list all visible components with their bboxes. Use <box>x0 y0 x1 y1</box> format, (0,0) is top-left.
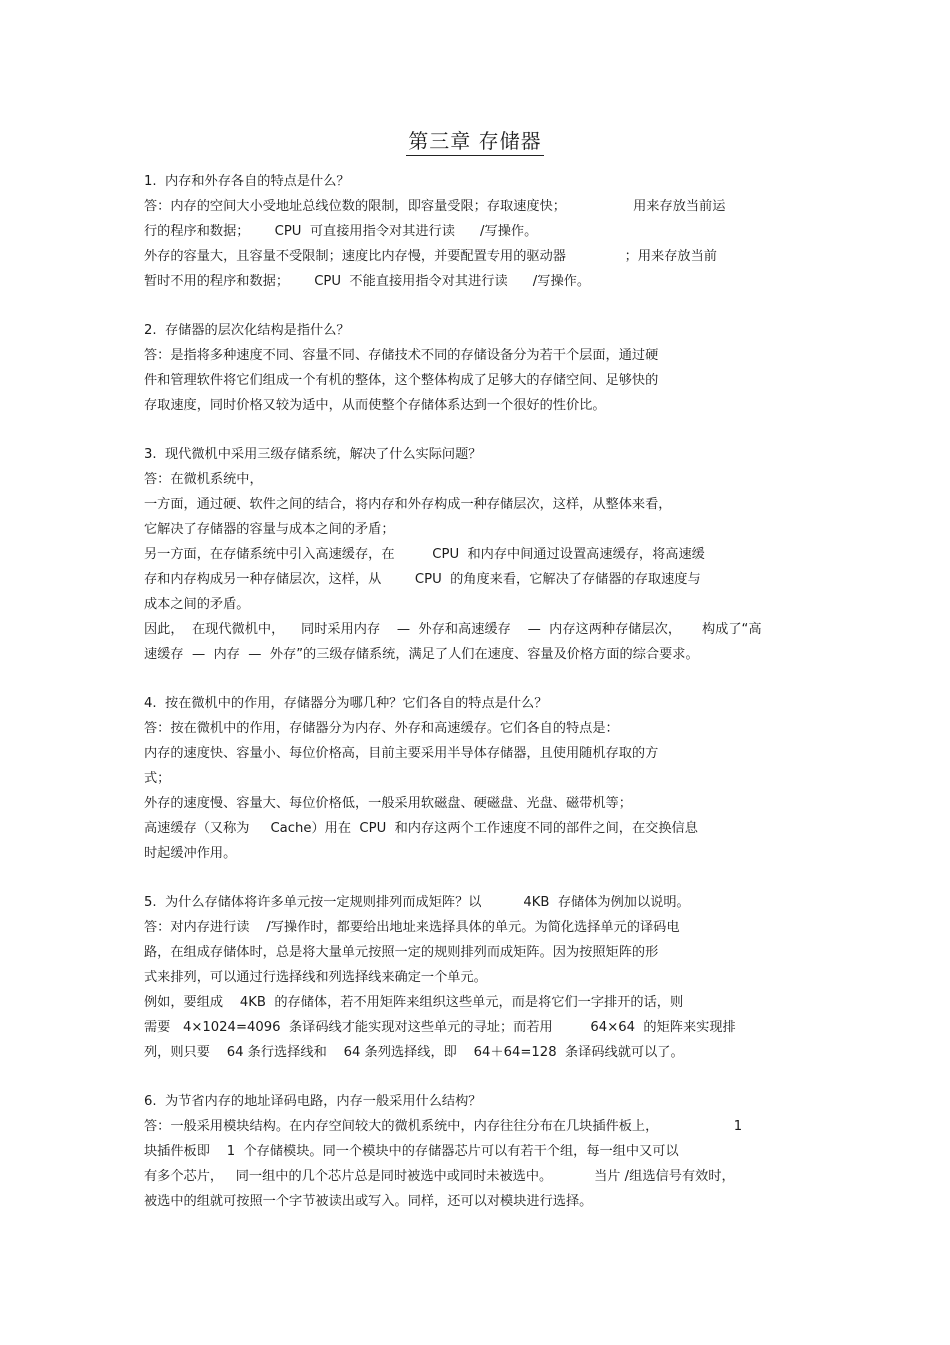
qa-section <box>144 169 809 294</box>
answer-line: 答：对内存进行读 /写操作时，都要给出地址来选择具体的单元。为简化选择单元的译码电 <box>144 920 680 935</box>
answer-line: 行的程序和数据； CPU 可直接用指令对其进行读 /写操作。 <box>144 224 538 239</box>
answer-line: 块插件板即 1 个存储模块。同一个模块中的存储器芯片可以有若干个组，每一组中又可以 <box>144 1144 679 1159</box>
answer-line: 列，则只要 64 条行选择线和 64 条列选择线，即 64＋64=128 条译码线就可以了。 <box>144 1045 684 1060</box>
section-gap <box>144 667 809 691</box>
answer-line: 答：按在微机中的作用，存储器分为内存、外存和高速缓存。它们各自的特点是： <box>144 721 619 736</box>
qa-section <box>144 890 809 1065</box>
qa-section <box>144 691 809 866</box>
section-gap <box>144 866 809 890</box>
answer-line: 有多个芯片， 同一组中的几个芯片总是同时被选中或同时未被选中。 当片 /组选信号有效时， <box>144 1169 735 1184</box>
answer-line: 外存的容量大，且容量不受限制；速度比内存慢，并要配置专用的驱动器 ；用来存放当前 <box>144 249 717 264</box>
answer-line: 式； <box>144 771 171 786</box>
answer-line: 答：是指将多种速度不同、容量不同、存储技术不同的存储设备分为若干个层面，通过硬 <box>144 348 659 363</box>
qa-section <box>144 318 809 418</box>
chapter-title-text: 第三章 存储器 <box>406 128 543 156</box>
question-line: 5. 为什么存储体将许多单元按一定规则排列而成矩阵？以 4KB 存储体为例加以说明。 <box>144 895 690 910</box>
answer-line: 速缓存 — 内存 — 外存”的三级存储系统，满足了人们在速度、容量及价格方面的综合要求。 <box>144 647 699 662</box>
question-line: 1. 内存和外存各自的特点是什么？ <box>144 174 350 189</box>
answer-line: 例如，要组成 4KB 的存储体，若不用矩阵来组织这些单元，而是将它们一字排开的话，则 <box>144 995 684 1010</box>
qa-section <box>144 1089 809 1214</box>
answer-line: 内存的速度快、容量小、每位价格高，目前主要采用半导体存储器，且使用随机存取的方 <box>144 746 659 761</box>
answer-line: 路，在组成存储体时，总是将大量单元按照一定的规则排列而成矩阵。因为按照矩阵的形 <box>144 945 659 960</box>
answer-line: 存取速度，同时价格又较为适中，从而使整个存储体系达到一个很好的性价比。 <box>144 398 606 413</box>
answer-line: 存和内存构成另一种存储层次，这样，从 CPU 的角度来看，它解决了存储器的存取速度与 <box>144 572 701 587</box>
question-line: 3. 现代微机中采用三级存储系统，解决了什么实际问题？ <box>144 447 482 462</box>
section-gap <box>144 294 809 318</box>
qa-section <box>144 442 809 667</box>
document-body <box>144 169 809 1214</box>
answer-line: 答：内存的空间大小受地址总线位数的限制，即容量受限；存取速度快； 用来存放当前运 <box>144 199 726 214</box>
answer-line: 被选中的组就可按照一个字节被读出或写入。同样，还可以对模块进行选择。 <box>144 1194 593 1209</box>
answer-line: 件和管理软件将它们组成一个有机的整体，这个整体构成了足够大的存储空间、足够快的 <box>144 373 659 388</box>
answer-line: 答：在微机系统中， <box>144 472 263 487</box>
answer-line: 另一方面，在存储系统中引入高速缓存，在 CPU 和内存中间通过设置高速缓存，将高速缓 <box>144 547 705 562</box>
answer-line: 暂时不用的程序和数据； CPU 不能直接用指令对其进行读 /写操作。 <box>144 274 591 289</box>
chapter-title <box>0 128 950 156</box>
answer-line: 时起缓冲作用。 <box>144 846 237 861</box>
answer-line: 因此， 在现代微机中， 同时采用内存 — 外存和高速缓存 — 内存这两种存储层次， 构成了“高 <box>144 622 762 637</box>
answer-line: 式来排列，可以通过行选择线和列选择线来确定一个单元。 <box>144 970 487 985</box>
answer-line: 一方面，通过硬、软件之间的结合，将内存和外存构成一种存储层次，这样，从整体来看， <box>144 497 672 512</box>
section-gap <box>144 1065 809 1089</box>
answer-line: 成本之间的矛盾。 <box>144 597 250 612</box>
question-line: 2. 存储器的层次化结构是指什么？ <box>144 323 350 338</box>
section-gap <box>144 418 809 442</box>
answer-line: 需要 4×1024=4096 条译码线才能实现对这些单元的寻址；而若用 64×64 的矩阵来实现排 <box>144 1020 736 1035</box>
answer-line: 它解决了存储器的容量与成本之间的矛盾； <box>144 522 395 537</box>
answer-line: 高速缓存（又称为 Cache）用在 CPU 和内存这两个工作速度不同的部件之间，在交换信息 <box>144 821 698 836</box>
answer-line: 外存的速度慢、容量大、每位价格低，一般采用软磁盘、硬磁盘、光盘、磁带机等； <box>144 796 632 811</box>
question-line: 4. 按在微机中的作用，存储器分为哪几种？它们各自的特点是什么？ <box>144 696 548 711</box>
answer-line: 答：一般采用模块结构。在内存空间较大的微机系统中，内存往往分布在几块插件板上， 1 <box>144 1119 743 1134</box>
question-line: 6. 为节省内存的地址译码电路，内存一般采用什么结构？ <box>144 1094 482 1109</box>
